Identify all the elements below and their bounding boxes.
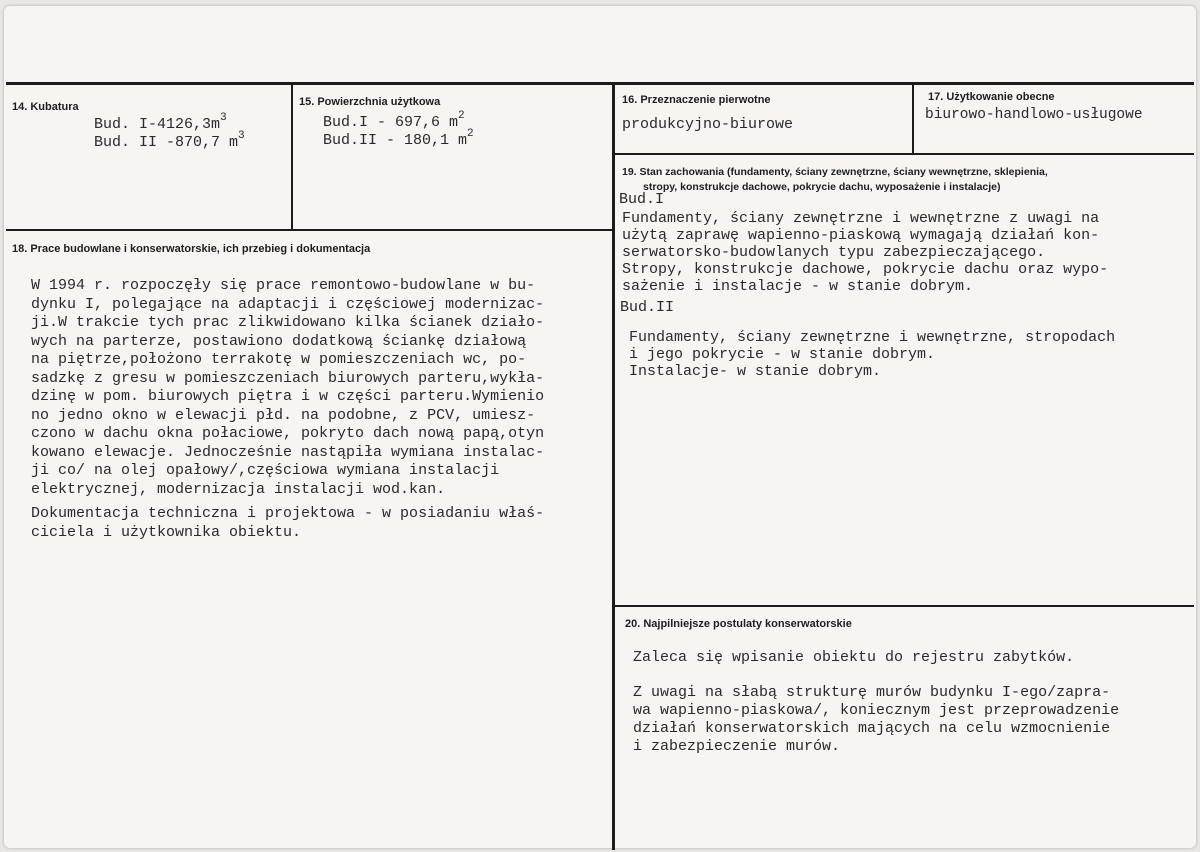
text-line: W 1994 r. rozpoczęły się prace remontowo-budowlane w bu- xyxy=(31,277,536,294)
field-14-label: 14. Kubatura xyxy=(12,101,79,113)
text-line: ji co/ na olej opałowy/,częściowa wymiana instalacji xyxy=(31,462,500,479)
text-line: użytą zaprawę wapienno-piaskową wymagają działań kon- xyxy=(622,227,1100,244)
field-16-label: 16. Przeznaczenie pierwotne xyxy=(622,94,771,106)
text-line: kowano elewacje. Jednocześnie nastąpiła wymiana instalac- xyxy=(31,443,545,461)
row-divider-right-top xyxy=(612,153,1194,155)
text-line: ciciela i użytkownika obiektu. xyxy=(31,523,302,541)
text-line: działań konserwatorskich mających na celu wzmocnienie xyxy=(633,720,1111,737)
field-19-label-line-1: 19. Stan zachowania (fundamenty, ściany zewnętrzne, ściany wewnętrzne, sklepienia, xyxy=(622,166,1048,178)
text-line: wa wapienno-piaskowa/, koniecznym jest przeprowadzenie xyxy=(633,702,1120,719)
text-line: dynku I, polegające na adaptacji i częściowej modernizac- xyxy=(31,295,545,313)
field-19-bud2-heading: Bud.II xyxy=(620,299,675,316)
field-20-paragraph-1: Zaleca się wpisanie obiektu do rejestru zabytków. xyxy=(633,649,1075,666)
field-14-line-2: Bud. II -870,7 $m^3$ xyxy=(94,130,245,151)
field-19-bud1-heading: Bud.I xyxy=(619,191,665,208)
vertical-divider-16-17 xyxy=(912,82,914,155)
text-line: i jego pokrycie - w stanie dobrym. xyxy=(629,346,936,363)
row-divider-left xyxy=(6,229,614,231)
text-line: no jedno okno w elewacji płd. na podobne, z PCV, umiesz- xyxy=(31,406,536,424)
vertical-divider-14-15 xyxy=(291,82,293,231)
text-line: sadzkę z gresu w pomieszczeniach biurowych parteru,wykła- xyxy=(31,369,545,387)
text-line: serwatorsko-budowlanych typu zabezpieczającego. xyxy=(622,244,1046,261)
field-17-label: 17. Użytkowanie obecne xyxy=(928,91,1055,103)
text-line: Dokumentacja techniczna i projektowa - w posiadaniu właś- xyxy=(31,505,545,522)
text-line: Stropy, konstrukcje dachowe, pokrycie dachu oraz wypo- xyxy=(622,261,1109,278)
field-14-line-1: Bud. $I-4126,3m^3$ xyxy=(94,112,227,133)
text-line: na piętrze,położono terrakotę w pomieszczeniach wc, po- xyxy=(31,351,527,368)
field-15-line-1: Bud.I - 697,6 $m^2$ xyxy=(323,110,465,131)
text-line: i zabezpieczenie murów. xyxy=(633,738,841,755)
text-line: sażenie i instalacje - w stanie dobrym. xyxy=(622,278,974,295)
vertical-divider-main xyxy=(612,82,615,850)
top-rule xyxy=(6,82,1194,85)
text-line: dzinę w pom. biurowych piętra i w części parteru.Wymienio xyxy=(31,388,545,405)
text-line: Z uwagi na słabą strukturę murów budynku I-ego/zapra- xyxy=(633,684,1111,701)
field-20-label: 20. Najpilniejsze postulaty konserwatorskie xyxy=(625,618,852,630)
field-19-label-line-2: stropy, konstrukcje dachowe, pokrycie dachu, wyposażenie i instalacje) xyxy=(643,181,1001,193)
text-line: Instalacje- w stanie dobrym. xyxy=(629,363,882,380)
field-15-line-2: Bud.II - 180,1 $m^2$ xyxy=(323,128,474,149)
text-line: elektrycznej, modernizacja instalacji wod.kan. xyxy=(31,480,446,498)
text-line: wych na parterze, postawiono dodatkową ściankę działową xyxy=(31,332,527,350)
text-line: Fundamenty, ściany zewnętrzne i wewnętrzne, stropodach xyxy=(629,329,1116,346)
field-16-value: produkcyjno-biurowe xyxy=(622,116,794,133)
text-line: czono w dachu okna połaciowe, pokryto dach nową papą,otyn xyxy=(31,425,545,442)
text-line: Fundamenty, ściany zewnętrzne i wewnętrzne z uwagi na xyxy=(622,210,1100,227)
field-18-label: 18. Prace budowlane i konserwatorskie, ich przebieg i dokumentacja xyxy=(12,243,371,255)
field-15-label: 15. Powierzchnia użytkowa xyxy=(299,96,441,108)
row-divider-right-bottom xyxy=(612,605,1194,607)
field-17-value: biurowo-handlowo-usługowe xyxy=(925,107,1143,123)
text-line: ji.W trakcie tych prac zlikwidowano kilka ścianek działo- xyxy=(31,314,545,331)
